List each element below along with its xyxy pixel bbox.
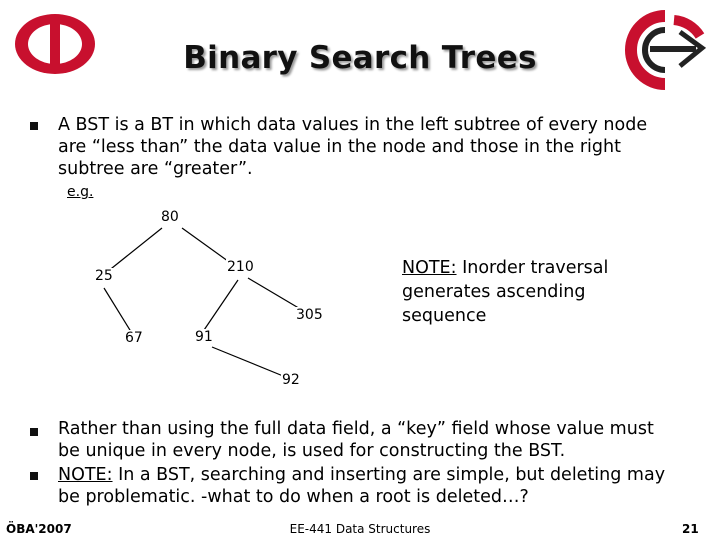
example-label: e.g.: [67, 184, 94, 200]
inorder-note: [402, 256, 642, 328]
tree-node: 305: [296, 307, 323, 323]
tree-node: 25: [95, 268, 113, 284]
note-prefix: NOTE:: [402, 258, 457, 278]
bullet-icon: [30, 472, 38, 480]
edge-210-305: [248, 278, 302, 310]
bullet-key-field: Rather than using the full data field, a “key” field whose value must be unique in every node, is used for constructing the BST.: [58, 419, 654, 461]
note-text: Inorder traversal generates ascending sequence: [402, 258, 609, 326]
edge-25-67: [104, 288, 133, 335]
edge-210-91: [202, 280, 238, 333]
bullet-icon: [30, 428, 38, 436]
bullet-note-prefix: NOTE:: [58, 465, 113, 485]
tree-node: 210: [227, 259, 254, 275]
slide-title: Binary Search Trees: [183, 40, 537, 76]
tree-node: 80: [161, 209, 179, 225]
bullet-note-text: In a BST, searching and inserting are simple, but deleting may be problematic. -what to do when a root is deleted…?: [58, 465, 666, 507]
footer-course: EE-441 Data Structures: [289, 522, 431, 536]
edge-80-25: [107, 228, 162, 272]
page-number: 21: [682, 522, 699, 536]
tree-node: 92: [282, 372, 300, 388]
footer-author: ÖBA'2007: [6, 522, 72, 536]
edge-91-92: [212, 347, 288, 378]
edge-80-210: [182, 228, 232, 264]
tree-node: 67: [125, 330, 143, 346]
bullet-deleting-note: [58, 464, 688, 508]
bullet-definition: A BST is a BT in which data values in the left subtree of every node are “less than” the data value in the node and those in the right subtree are “greater”.: [58, 115, 648, 179]
tree-node: 91: [195, 329, 213, 345]
